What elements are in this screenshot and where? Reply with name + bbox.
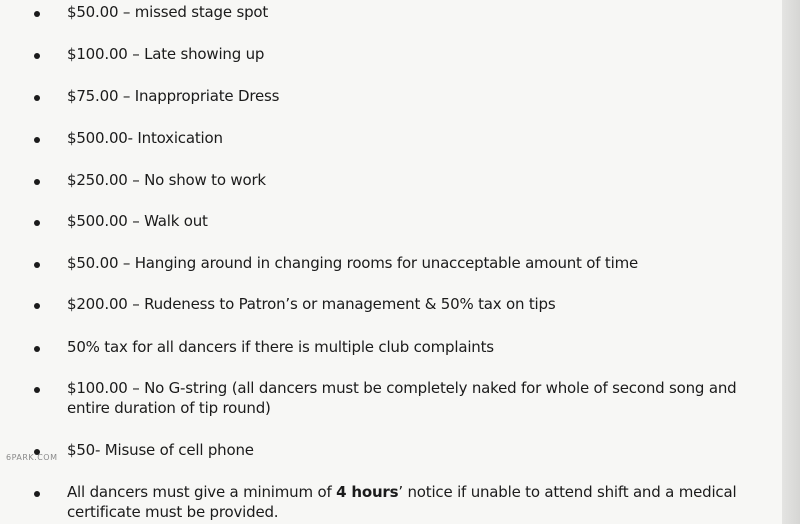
list-item-text: $100.00 – Late showing up [67,45,265,63]
bullet-icon [34,11,40,17]
list-item-text: $50.00 – missed stage spot [67,3,269,21]
watermark [6,452,58,463]
bullet-icon [34,346,40,352]
notice-text-start: All dancers must give a minimum of [67,483,337,501]
bullet-icon [34,179,40,185]
bullet-icon [34,53,40,59]
page-edge-shadow [782,0,800,524]
bullet-icon [34,387,40,393]
bullet-icon [34,262,40,268]
list-item-text: $200.00 – Rudeness to Patron’s or management & 50% tax on tips [67,295,556,313]
notice-text-end: ’ notice if unable to attend shift and a medical certificate must be provided. [67,483,737,521]
list-item-text: $50.00 – Hanging around in changing rooms for unacceptable amount of time [67,254,639,272]
list-item-text: 50% tax for all dancers if there is multiple club complaints [67,338,494,356]
bullet-icon [34,137,40,143]
list-item-text: $500.00 – Walk out [67,212,208,230]
list-item-text: $250.00 – No show to work [67,171,266,189]
bullet-icon [34,303,40,309]
notice-hours-bold: 4 hours [336,483,399,501]
watermark-line-2: 6PARK.COM [6,453,58,462]
bullet-icon [34,220,40,226]
list-item-text: $75.00 – Inappropriate Dress [67,87,280,105]
list-item-text: $100.00 – No G-string (all dancers must be completely naked for whole of second song and entire duration of tip round) [67,379,737,417]
list-item-text: $500.00- Intoxication [67,129,223,147]
bullet-icon [34,491,40,497]
list-item-text: $50- Misuse of cell phone [67,441,254,459]
bullet-icon [34,95,40,101]
list-item-text [67,482,779,522]
